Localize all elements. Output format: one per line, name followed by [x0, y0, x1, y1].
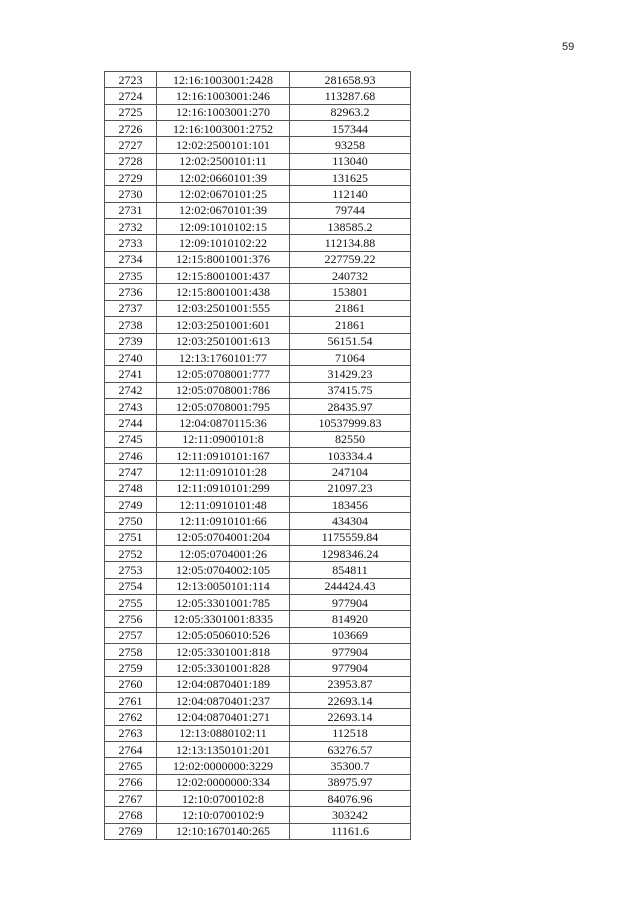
cadastral-number-cell: 12:11:0910101:48 — [157, 496, 290, 512]
table-row — [105, 611, 411, 627]
value-cell: 113040 — [290, 153, 411, 169]
row-number-cell: 2767 — [105, 791, 157, 807]
cadastral-number-cell: 12:10:1670140:265 — [157, 823, 290, 839]
row-number-cell: 2768 — [105, 807, 157, 823]
row-number-cell: 2732 — [105, 219, 157, 235]
row-number-cell: 2735 — [105, 268, 157, 284]
value-cell: 112134.88 — [290, 235, 411, 251]
value-cell: 977904 — [290, 595, 411, 611]
row-number-cell: 2734 — [105, 251, 157, 267]
row-number-cell: 2757 — [105, 627, 157, 643]
value-cell: 84076.96 — [290, 791, 411, 807]
row-number-cell: 2751 — [105, 529, 157, 545]
value-cell: 11161.6 — [290, 823, 411, 839]
cadastral-number-cell: 12:16:1003001:2428 — [157, 72, 290, 88]
table-row — [105, 202, 411, 218]
row-number-cell: 2730 — [105, 186, 157, 202]
value-cell: 240732 — [290, 268, 411, 284]
row-number-cell: 2760 — [105, 676, 157, 692]
table-row — [105, 88, 411, 104]
value-cell: 22693.14 — [290, 709, 411, 725]
row-number-cell: 2750 — [105, 513, 157, 529]
cadastral-number-cell: 12:04:0870401:271 — [157, 709, 290, 725]
row-number-cell: 2731 — [105, 202, 157, 218]
row-number-cell: 2742 — [105, 382, 157, 398]
table-row — [105, 725, 411, 741]
table-row — [105, 791, 411, 807]
table-row — [105, 660, 411, 676]
table-row — [105, 693, 411, 709]
value-cell: 303242 — [290, 807, 411, 823]
cadastral-number-cell: 12:15:8001001:438 — [157, 284, 290, 300]
table-row — [105, 562, 411, 578]
cadastral-number-cell: 12:11:0900101:8 — [157, 431, 290, 447]
table-row — [105, 529, 411, 545]
cadastral-number-cell: 12:02:0670101:39 — [157, 202, 290, 218]
value-cell: 23953.87 — [290, 676, 411, 692]
row-number-cell: 2743 — [105, 398, 157, 414]
cadastral-number-cell: 12:02:2500101:101 — [157, 137, 290, 153]
row-number-cell: 2724 — [105, 88, 157, 104]
cadastral-number-cell: 12:11:0910101:66 — [157, 513, 290, 529]
table-row — [105, 431, 411, 447]
table-row — [105, 513, 411, 529]
row-number-cell: 2764 — [105, 742, 157, 758]
value-cell: 38975.97 — [290, 774, 411, 790]
row-number-cell: 2725 — [105, 104, 157, 120]
cadastral-number-cell: 12:02:2500101:11 — [157, 153, 290, 169]
table-row — [105, 496, 411, 512]
value-cell: 21861 — [290, 317, 411, 333]
value-cell: 93258 — [290, 137, 411, 153]
row-number-cell: 2744 — [105, 415, 157, 431]
cadastral-number-cell: 12:13:0880102:11 — [157, 725, 290, 741]
cadastral-number-cell: 12:02:0660101:39 — [157, 170, 290, 186]
value-cell: 227759.22 — [290, 251, 411, 267]
value-cell: 79744 — [290, 202, 411, 218]
cadastral-number-cell: 12:03:2501001:555 — [157, 300, 290, 316]
value-cell: 31429.23 — [290, 366, 411, 382]
cadastral-number-cell: 12:05:3301001:828 — [157, 660, 290, 676]
row-number-cell: 2749 — [105, 496, 157, 512]
cadastral-number-cell: 12:02:0000000:334 — [157, 774, 290, 790]
row-number-cell: 2763 — [105, 725, 157, 741]
row-number-cell: 2748 — [105, 480, 157, 496]
table-row — [105, 627, 411, 643]
cadastral-number-cell: 12:03:2501001:613 — [157, 333, 290, 349]
table-row — [105, 268, 411, 284]
table-row — [105, 415, 411, 431]
value-cell: 21097.23 — [290, 480, 411, 496]
row-number-cell: 2726 — [105, 121, 157, 137]
cadastral-number-cell: 12:13:0050101:114 — [157, 578, 290, 594]
table-row — [105, 121, 411, 137]
value-cell: 112140 — [290, 186, 411, 202]
table-row — [105, 104, 411, 120]
table-row — [105, 545, 411, 561]
cadastral-number-cell: 12:05:3301001:785 — [157, 595, 290, 611]
cadastral-number-cell: 12:02:0670101:25 — [157, 186, 290, 202]
value-cell: 814920 — [290, 611, 411, 627]
row-number-cell: 2756 — [105, 611, 157, 627]
cadastral-number-cell: 12:04:0870401:189 — [157, 676, 290, 692]
row-number-cell: 2738 — [105, 317, 157, 333]
table-row — [105, 774, 411, 790]
value-cell: 22693.14 — [290, 693, 411, 709]
table-row — [105, 137, 411, 153]
value-cell: 56151.54 — [290, 333, 411, 349]
table-row — [105, 595, 411, 611]
cadastral-number-cell: 12:09:1010102:22 — [157, 235, 290, 251]
row-number-cell: 2741 — [105, 366, 157, 382]
row-number-cell: 2753 — [105, 562, 157, 578]
value-cell: 21861 — [290, 300, 411, 316]
cadastral-number-cell: 12:05:0708001:795 — [157, 398, 290, 414]
row-number-cell: 2746 — [105, 447, 157, 463]
value-cell: 854811 — [290, 562, 411, 578]
value-cell: 247104 — [290, 464, 411, 480]
value-cell: 1175559.84 — [290, 529, 411, 545]
table-row — [105, 480, 411, 496]
row-number-cell: 2762 — [105, 709, 157, 725]
row-number-cell: 2723 — [105, 72, 157, 88]
cadastral-number-cell: 12:16:1003001:270 — [157, 104, 290, 120]
value-cell: 112518 — [290, 725, 411, 741]
row-number-cell: 2769 — [105, 823, 157, 839]
value-cell: 153801 — [290, 284, 411, 300]
table-row — [105, 709, 411, 725]
cadastral-number-cell: 12:15:8001001:376 — [157, 251, 290, 267]
cadastral-number-cell: 12:05:0704001:26 — [157, 545, 290, 561]
table-row — [105, 464, 411, 480]
cadastral-number-cell: 12:04:0870401:237 — [157, 693, 290, 709]
table-row — [105, 742, 411, 758]
value-cell: 113287.68 — [290, 88, 411, 104]
cadastral-number-cell: 12:11:0910101:299 — [157, 480, 290, 496]
row-number-cell: 2752 — [105, 545, 157, 561]
cadastral-number-cell: 12:16:1003001:2752 — [157, 121, 290, 137]
row-number-cell: 2736 — [105, 284, 157, 300]
table-row — [105, 382, 411, 398]
value-cell: 977904 — [290, 660, 411, 676]
value-cell: 103669 — [290, 627, 411, 643]
cadastral-number-cell: 12:05:0708001:786 — [157, 382, 290, 398]
table-row — [105, 235, 411, 251]
row-number-cell: 2765 — [105, 758, 157, 774]
row-number-cell: 2740 — [105, 349, 157, 365]
page-number: 59 — [562, 41, 575, 53]
value-cell: 281658.93 — [290, 72, 411, 88]
cadastral-number-cell: 12:02:0000000:3229 — [157, 758, 290, 774]
value-cell: 35300.7 — [290, 758, 411, 774]
row-number-cell: 2728 — [105, 153, 157, 169]
cadastral-number-cell: 12:13:1350101:201 — [157, 742, 290, 758]
table-row — [105, 447, 411, 463]
cadastral-number-cell: 12:04:0870115:36 — [157, 415, 290, 431]
cadastral-number-cell: 12:10:0700102:9 — [157, 807, 290, 823]
cadastral-number-cell: 12:13:1760101:77 — [157, 349, 290, 365]
value-cell: 183456 — [290, 496, 411, 512]
value-cell: 82963.2 — [290, 104, 411, 120]
value-cell: 63276.57 — [290, 742, 411, 758]
table-row — [105, 219, 411, 235]
value-cell: 157344 — [290, 121, 411, 137]
row-number-cell: 2727 — [105, 137, 157, 153]
table-row — [105, 349, 411, 365]
value-cell: 1298346.24 — [290, 545, 411, 561]
value-cell: 103334.4 — [290, 447, 411, 463]
row-number-cell: 2739 — [105, 333, 157, 349]
cadastral-number-cell: 12:11:0910101:167 — [157, 447, 290, 463]
cadastral-number-cell: 12:05:3301001:8335 — [157, 611, 290, 627]
row-number-cell: 2733 — [105, 235, 157, 251]
row-number-cell: 2766 — [105, 774, 157, 790]
row-number-cell: 2761 — [105, 693, 157, 709]
data-table — [104, 71, 411, 840]
table-row — [105, 300, 411, 316]
value-cell: 434304 — [290, 513, 411, 529]
value-cell: 10537999.83 — [290, 415, 411, 431]
cadastral-number-cell: 12:05:0506010:526 — [157, 627, 290, 643]
cadastral-number-cell: 12:10:0700102:8 — [157, 791, 290, 807]
value-cell: 131625 — [290, 170, 411, 186]
table-row — [105, 333, 411, 349]
table-row — [105, 317, 411, 333]
cadastral-number-cell: 12:05:0704001:204 — [157, 529, 290, 545]
value-cell: 82550 — [290, 431, 411, 447]
value-cell: 244424.43 — [290, 578, 411, 594]
table-row — [105, 186, 411, 202]
table-row — [105, 578, 411, 594]
cadastral-number-cell: 12:05:0704002:105 — [157, 562, 290, 578]
value-cell: 71064 — [290, 349, 411, 365]
value-cell: 37415.75 — [290, 382, 411, 398]
table-row — [105, 153, 411, 169]
table-row — [105, 676, 411, 692]
cadastral-number-cell: 12:11:0910101:28 — [157, 464, 290, 480]
table-row — [105, 398, 411, 414]
table-row — [105, 823, 411, 839]
row-number-cell: 2729 — [105, 170, 157, 186]
table-row — [105, 170, 411, 186]
table-row — [105, 72, 411, 88]
row-number-cell: 2754 — [105, 578, 157, 594]
row-number-cell: 2758 — [105, 644, 157, 660]
row-number-cell: 2755 — [105, 595, 157, 611]
table-row — [105, 758, 411, 774]
cadastral-number-cell: 12:15:8001001:437 — [157, 268, 290, 284]
row-number-cell: 2759 — [105, 660, 157, 676]
cadastral-number-cell: 12:16:1003001:246 — [157, 88, 290, 104]
value-cell: 28435.97 — [290, 398, 411, 414]
table-row — [105, 644, 411, 660]
table-row — [105, 807, 411, 823]
value-cell: 977904 — [290, 644, 411, 660]
row-number-cell: 2737 — [105, 300, 157, 316]
table-row — [105, 251, 411, 267]
cadastral-number-cell: 12:05:0708001:777 — [157, 366, 290, 382]
cadastral-number-cell: 12:09:1010102:15 — [157, 219, 290, 235]
table-body — [105, 72, 411, 840]
row-number-cell: 2747 — [105, 464, 157, 480]
row-number-cell: 2745 — [105, 431, 157, 447]
cadastral-number-cell: 12:03:2501001:601 — [157, 317, 290, 333]
table-row — [105, 284, 411, 300]
cadastral-number-cell: 12:05:3301001:818 — [157, 644, 290, 660]
value-cell: 138585.2 — [290, 219, 411, 235]
table-row — [105, 366, 411, 382]
